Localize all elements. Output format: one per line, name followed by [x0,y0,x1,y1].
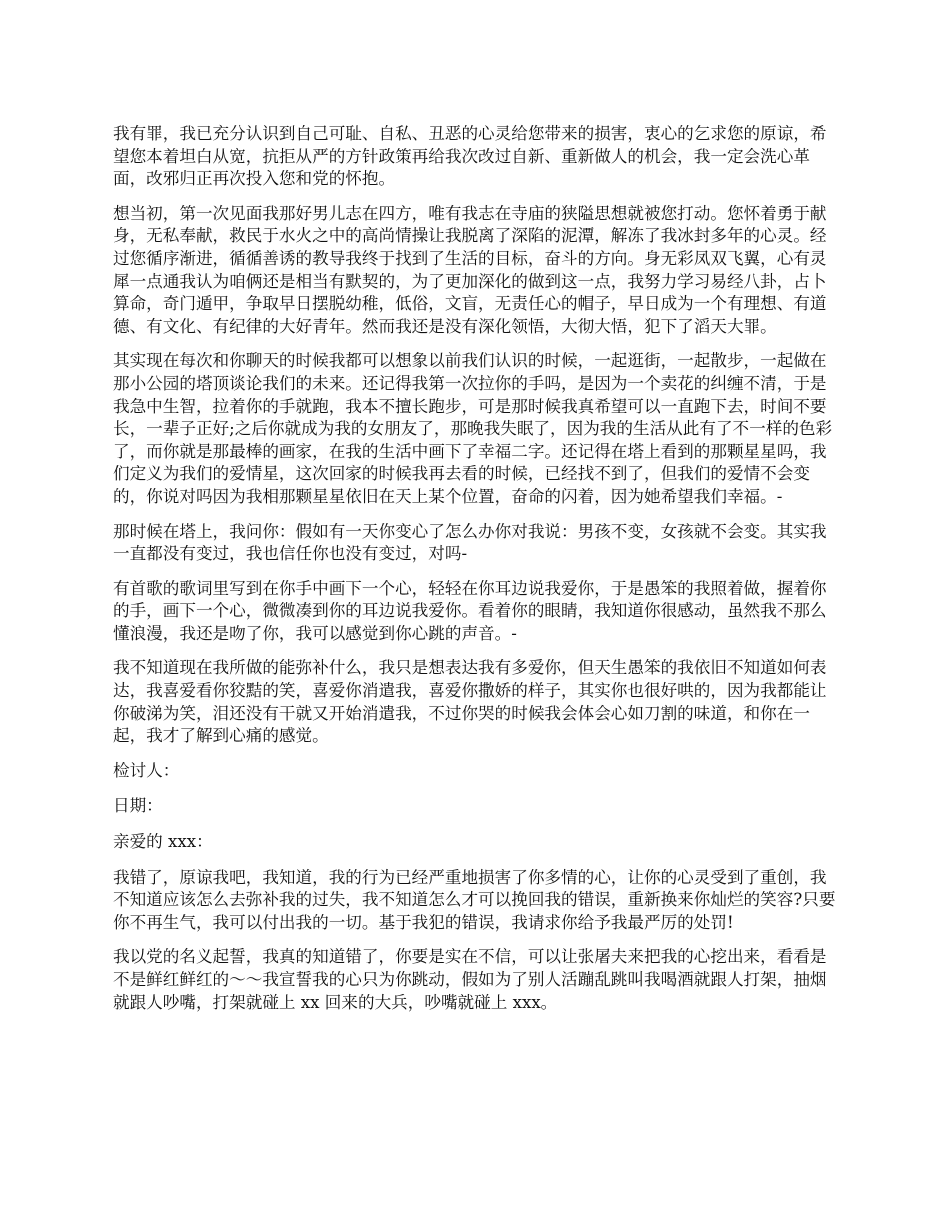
paragraph-first-meeting: 想当初，第一次见面我那好男儿志在四方，唯有我志在寺庙的狭隘思想就被您打动。您怀着勇于献身，无私奉献，救民于水火之中的高尚情操让我脱离了深陷的泥潭，解冻了我冰封多年的心灵。经过您循序渐进，循循善诱的教导我终于找到了生活的目标，奋斗的方向。身无彩凤双飞翼，心有灵犀一点通我认为咱俩还是相当有默契的，为了更加深化的做到这一点，我努力学习易经八卦，占卜算命，奇门遁甲，争取早日摆脱幼稚，低俗，文盲，无责任心的帽子，早日成为一个有理想、有道德、有文化、有纪律的大好青年。然而我还是没有深化领悟，大彻大悟，犯下了滔天大罪。 [113,203,827,336]
paragraph-song-lyrics: 有首歌的歌词里写到在你手中画下一个心，轻轻在你耳边说我爱你，于是愚笨的我照着做，握着你的手，画下一个心，微微凑到你的耳边说我爱你。看着你的眼睛，我知道你很感动，虽然我不那么懂浪漫，我还是吻了你，我可以感觉到你心跳的声音。- [113,578,827,643]
paragraph-apology-intro: 我有罪，我已充分认识到自己可耻、自私、丑恶的心灵给您带来的损害，衷心的乞求您的原谅，希望您本着坦白从宽，抗拒从严的方针政策再给我次改过自新、重新做人的机会，我一定会洗心革面，改邪归正再次投入您和党的怀抱。 [113,124,827,189]
reviewer-label: 检讨人： [113,760,180,780]
date-label: 日期： [113,796,163,816]
paragraph-memories: 其实现在每次和你聊天的时候我都可以想象以前我们认识的时候，一起逛街，一起散步，一起做在那小公园的塔顶谈论我们的未来。还记得我第一次拉你的手吗，是因为一个卖花的纠缠不清，于是我急中生智，拉着你的手就跑，我本不擅长跑步，可是那时候我真希望可以一直跑下去，时间不要长，一辈子正好;之后你就成为我的女朋友了，那晚我失眠了，因为我的生活从此有了不一样的色彩了，而你就是那最棒的画家，在我的生活中画下了幸福二字。还记得在塔上看到的那颗星星吗，我们定义为我们的爱情星，这次回家的时候我再去看的时候，已经找不到了，但我们的爱情不会变的，你说对吗因为我相那颗星星依旧在天上某个位置，奋命的闪着，因为她希望我们幸福。- [113,351,833,506]
salutation: 亲爱的 xxx： [113,832,213,852]
paragraph-oath: 我以党的名义起誓，我真的知道错了，你要是实在不信，可以让张屠夫来把我的心挖出来，看看是不是鲜红鲜红的～～我宣誓我的心只为你跳动，假如为了别人活蹦乱跳叫我喝酒就跟人打架，抽烟就跟人吵嘴，打架就碰上 xx 回来的大兵，吵嘴就碰上 xxx。 [113,947,827,1012]
paragraph-i-was-wrong: 我错了，原谅我吧，我知道，我的行为已经严重地损害了你多情的心，让你的心灵受到了重创，我不知道应该怎么去弥补我的过失，我不知道怎么才可以挽回我的错误，重新换来你灿烂的笑容?只要你不再生气，我可以付出我的一切。基于我犯的错误，我请求你给予我最严厉的处罚! [113,867,836,932]
document-body [113,123,840,1026]
paragraph-tower-promise: 那时候在塔上，我问你：假如有一天你变心了怎么办你对我说：男孩不变，女孩就不会变。其实我一直都没有变过，我也信任你也没有变过，对吗- [113,521,827,564]
paragraph-how-to-express: 我不知道现在我所做的能弥补什么，我只是想表达我有多爱你，但天生愚笨的我依旧不知道如何表达，我喜爱看你狡黠的笑，喜爱你消遣我，喜爱你撒娇的样子，其实你也很好哄的，因为我都能让你破涕为笑，泪还没有干就又开始消遣我，不过你哭的时候我会体会心如刀割的味道，和你在一起，我才了解到心痛的感觉。 [113,658,827,746]
